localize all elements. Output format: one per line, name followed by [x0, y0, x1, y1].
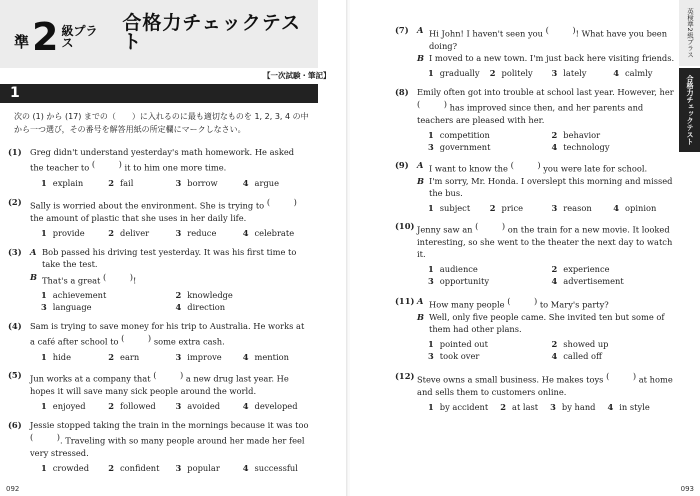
- answer-options: [41, 351, 310, 363]
- side-tab-grade: 英検準2級プラス: [679, 0, 700, 66]
- title-kyu: 級プラス: [61, 24, 98, 50]
- option-3[interactable]: 3 took over: [428, 351, 480, 362]
- answer-options: [428, 401, 675, 413]
- question-8: [395, 86, 675, 154]
- answer-blank: [153, 369, 183, 381]
- question-text: Emily often got into trouble at school last year. However, her ( ) has improved since then, and her parents and teachers are pleased with her.: [417, 86, 675, 126]
- question-text: Sally is worried about the environment. She is trying to ( ) the amount of plastic that she uses in her daily life.: [30, 196, 310, 224]
- option-3[interactable]: 3 opportunity: [428, 276, 490, 287]
- option-4[interactable]: 4 celebrate: [242, 227, 295, 238]
- question-dialogue: A Bob passed his driving test yesterday. It was his first time to take the test. B That's a great ( ) !: [30, 246, 310, 286]
- answer-blank: [92, 158, 122, 170]
- question-number: (5): [8, 370, 22, 380]
- option-2[interactable]: 2 politely: [489, 68, 533, 79]
- answer-blank: [417, 98, 447, 110]
- speaker-a: A: [417, 296, 424, 306]
- page-title: [14, 12, 318, 59]
- option-4[interactable]: 4 developed: [242, 400, 298, 411]
- question-number: (4): [8, 321, 22, 331]
- question-5: [8, 369, 310, 412]
- question-number: (6): [8, 420, 22, 430]
- question-9: [395, 159, 675, 214]
- question-number: (3): [8, 247, 22, 257]
- option-1[interactable]: 1 audience: [428, 264, 478, 275]
- question-11: [395, 295, 675, 363]
- question-text: Greg didn't understand yesterday's math homework. He asked the teacher to ( ) it to him one more time.: [30, 146, 310, 174]
- option-4[interactable]: 4 successful: [242, 463, 298, 474]
- question-text: Jessie stopped taking the train in the mornings because it was too ( ). Traveling with so many people around her made her feel very stressed.: [30, 419, 310, 459]
- answer-options: [428, 202, 675, 214]
- question-dialogue: A I want to know the ( ) you were late for school. B I'm sorry, Mr. Honda. I overslept this morning and missed the bus.: [417, 159, 675, 199]
- option-2[interactable]: 2 behavior: [551, 130, 601, 141]
- answer-options: [41, 289, 310, 314]
- option-3[interactable]: 3 by hand: [550, 401, 596, 412]
- option-2[interactable]: 2 knowledge: [175, 290, 233, 301]
- option-2[interactable]: 2 at last: [500, 401, 539, 412]
- question-number: (10): [395, 221, 415, 231]
- title-test-name: 合格力チェックテスト: [122, 12, 302, 53]
- left-page: [0, 0, 348, 496]
- option-1[interactable]: 1 provide: [41, 227, 85, 238]
- question-number: (7): [395, 25, 409, 35]
- exam-tag: 【一次試験・筆記】: [263, 71, 331, 80]
- option-1[interactable]: 1 enjoyed: [41, 400, 86, 411]
- right-page: [350, 0, 700, 496]
- option-3[interactable]: 3 reason: [551, 203, 592, 214]
- option-3[interactable]: 3 borrow: [175, 177, 218, 188]
- speaker-a: A: [417, 160, 424, 170]
- option-2[interactable]: 2 experience: [551, 264, 610, 275]
- answer-options: [428, 129, 675, 154]
- option-2[interactable]: 2 earn: [108, 351, 140, 362]
- option-2[interactable]: 2 deliver: [108, 227, 150, 238]
- question-6: [8, 419, 310, 474]
- question-number: (9): [395, 160, 409, 170]
- option-2[interactable]: 2 confident: [108, 463, 160, 474]
- question-text: Jenny saw an ( ) on the train for a new movie. It looked interesting, so she went to the theater the next day to watch it.: [417, 220, 675, 260]
- speaker-b: B: [417, 52, 425, 63]
- option-4[interactable]: 4 mention: [242, 351, 289, 362]
- question-text: Jun works at a company that ( ) a new drug last year. He hopes it will save many sick people around the world.: [30, 369, 310, 397]
- option-4[interactable]: 4 argue: [242, 177, 280, 188]
- option-3[interactable]: 3 avoided: [175, 400, 221, 411]
- option-2[interactable]: 2 showed up: [551, 339, 609, 350]
- speaker-a: A: [417, 25, 424, 35]
- question-text: Steve owns a small business. He makes toys ( ) at home and sells them to customers online.: [417, 370, 675, 398]
- question-2: [8, 196, 310, 239]
- answer-options: [428, 338, 675, 363]
- side-tab-test: 合格力チェックテスト: [679, 68, 700, 152]
- answer-blank: [30, 431, 60, 443]
- answer-blank: [267, 196, 297, 208]
- title-jun: 準: [14, 33, 30, 51]
- answer-options: [41, 177, 310, 189]
- answer-blank: [507, 295, 537, 307]
- option-1[interactable]: 1 gradually: [428, 68, 480, 79]
- question-number: (12): [395, 371, 415, 381]
- option-1[interactable]: 1 subject: [428, 203, 471, 214]
- option-2[interactable]: 2 price: [489, 203, 524, 214]
- question-1: [8, 146, 310, 189]
- option-3[interactable]: 3 language: [41, 302, 92, 313]
- answer-options: [428, 263, 675, 288]
- question-number: (1): [8, 147, 22, 157]
- question-dialogue: A Hi John! I haven't seen you ( ) ! What have you been doing? B I moved to a new town. I'm just back here visiting friends.: [417, 24, 675, 64]
- page-header: [0, 0, 318, 68]
- option-3[interactable]: 3 reduce: [175, 227, 217, 238]
- question-10: [395, 220, 675, 288]
- page-number-left: 092: [6, 485, 20, 493]
- option-3[interactable]: 3 lately: [551, 68, 587, 79]
- question-3: [8, 246, 310, 314]
- speaker-b: B: [417, 311, 425, 322]
- option-4[interactable]: 4 opinion: [613, 203, 657, 214]
- answer-blank: [475, 220, 505, 232]
- title-grade-number: 2: [32, 15, 59, 59]
- option-2[interactable]: 2 followed: [108, 400, 156, 411]
- option-4[interactable]: 4 called off: [551, 351, 602, 362]
- option-4[interactable]: 4 advertisement: [551, 276, 624, 287]
- option-3[interactable]: 3 government: [428, 142, 491, 153]
- section-bar: [0, 84, 318, 103]
- answer-blank: [103, 271, 133, 283]
- page-number-right: 093: [680, 485, 694, 493]
- option-4[interactable]: 4 calmly: [613, 68, 653, 79]
- question-4: [8, 320, 310, 363]
- answer-blank: [511, 159, 541, 171]
- section-number: 1: [10, 85, 20, 101]
- answer-blank: [546, 24, 576, 36]
- option-4[interactable]: 4 direction: [175, 302, 226, 313]
- answer-options: [41, 400, 310, 412]
- option-4[interactable]: 4 in style: [607, 401, 650, 412]
- option-3[interactable]: 3 popular: [175, 463, 220, 474]
- answer-blank: [606, 370, 636, 382]
- section-instruction: 次の (1) から (17) までの（ ）に入れるのに最も適切なものを 1, 2, 3, 4 の中から一つ選び，その番号を解答用紙の所定欄にマークしなさい。: [14, 112, 309, 134]
- question-text: Sam is trying to save money for his trip to Australia. He works at a café after school to ( ) some extra cash.: [30, 320, 310, 348]
- question-number: (2): [8, 197, 22, 207]
- option-1[interactable]: 1 explain: [41, 177, 84, 188]
- question-12: [395, 370, 675, 413]
- answer-options: [41, 462, 310, 474]
- option-1[interactable]: 1 competition: [428, 130, 490, 141]
- answer-blank: [121, 332, 151, 344]
- option-1[interactable]: 1 achievement: [41, 290, 107, 301]
- option-1[interactable]: 1 pointed out: [428, 339, 488, 350]
- answer-options: [41, 227, 310, 239]
- speaker-b: B: [30, 271, 38, 282]
- question-7: [395, 24, 675, 79]
- question-dialogue: A How many people ( ) to Mary's party? B Well, only five people came. She invited ten but some of them had other plans.: [417, 295, 675, 335]
- answer-options: [428, 67, 675, 79]
- question-number: (8): [395, 87, 409, 97]
- option-3[interactable]: 3 improve: [175, 351, 222, 362]
- option-1[interactable]: 1 crowded: [41, 463, 90, 474]
- speaker-a: A: [30, 247, 37, 257]
- option-2[interactable]: 2 fail: [108, 177, 134, 188]
- question-number: (11): [395, 296, 415, 306]
- option-1[interactable]: 1 hide: [41, 351, 71, 362]
- option-1[interactable]: 1 by accident: [428, 401, 489, 412]
- option-4[interactable]: 4 technology: [551, 142, 610, 153]
- speaker-b: B: [417, 175, 425, 186]
